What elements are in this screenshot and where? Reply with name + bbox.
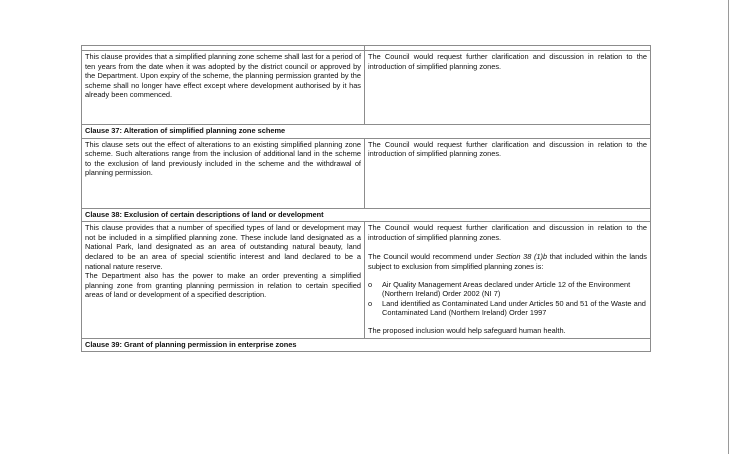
list-item-text: Air Quality Management Areas declared under Article 12 of the Environment (Northern Ireland) Order 2002 (NI 7) (382, 279, 631, 299)
list-item (368, 280, 647, 299)
exclusion-list (368, 280, 647, 318)
clause-37-description-text: This clause sets out the effect of alterations to an existing simplified planning zone scheme. Such alterations range from the inclusion of additional land in the scheme to the exclusion of land previously included in the scheme and the withdrawal of planning permission. (85, 139, 361, 178)
section-reference: Section 38 (1)b (495, 252, 548, 262)
clause-39-heading: Clause 39: Grant of planning permission in enterprise zones (82, 338, 651, 352)
clause-37-response-text: The Council would request further clarification and discussion in relation to the introduction of simplified planning zones. (368, 139, 647, 159)
clause-38-response-para-3: The proposed inclusion would help safeguard human health. (368, 325, 566, 335)
clause-36-response (365, 51, 651, 125)
clause-38-response-para-1: The Council would request further clarification and discussion in relation to the introduction of simplified planning zones. (368, 223, 647, 242)
clause-37-description (82, 138, 365, 208)
clause-37-heading: Clause 37: Alteration of simplified planning zone scheme (82, 125, 651, 139)
clause-38-description-para-1: This clause provides that a number of specified types of land or development may not be included in a simplified planning zone. These include land designated as a National Park, land designated as an area of outstanding natural beauty, land declared to be an area of special scientific interest and land declared to be a national nature reserve. (85, 223, 361, 271)
table-row-clause-36 (82, 51, 651, 125)
clause-38-recommend-before: The Council would recommend under (368, 252, 496, 262)
bullet-marker: o (368, 298, 373, 308)
table-row-clause-37-heading (82, 125, 651, 139)
clause-36-description (82, 51, 365, 125)
bullet-marker: o (368, 279, 373, 289)
clause-table (81, 45, 651, 352)
clause-38-description-para-2: The Department also has the power to make an order preventing a simplified planning zone from granting planning permission in relation to certain specified areas of land or development of a specified description. (85, 271, 361, 300)
table-row-clause-38-heading (82, 208, 651, 222)
table-row-clause-37 (82, 138, 651, 208)
clause-38-response-para-2 (368, 252, 647, 271)
clause-38-heading: Clause 38: Exclusion of certain descriptions of land or development (82, 208, 651, 222)
list-item (368, 299, 647, 318)
clause-36-response-text: The Council would request further clarification and discussion in relation to the introduction of simplified planning zones. (368, 52, 647, 71)
clause-38-response (365, 222, 651, 338)
clause-38-recommend-after: that included within the lands subject to exclusion from simplified planning zones is: (368, 252, 647, 271)
clause-38-description (82, 222, 365, 338)
clause-37-response (365, 138, 651, 208)
table-row-clause-39-heading (82, 338, 651, 352)
list-item-text: Land identified as Contaminated Land under Articles 50 and 51 of the Waste and Contaminated Land (Northern Ireland) Order 1997 (382, 298, 646, 318)
table-row-clause-38 (82, 222, 651, 338)
clause-36-description-text: This clause provides that a simplified planning zone scheme shall last for a period of ten years from the date when it was adopted by the district council or approved by the Department. Upon expiry of the scheme, the planning permission granted by the scheme shall no longer have effect except where development authorised by it has already been commenced. (85, 52, 361, 100)
page-edge (728, 0, 729, 454)
